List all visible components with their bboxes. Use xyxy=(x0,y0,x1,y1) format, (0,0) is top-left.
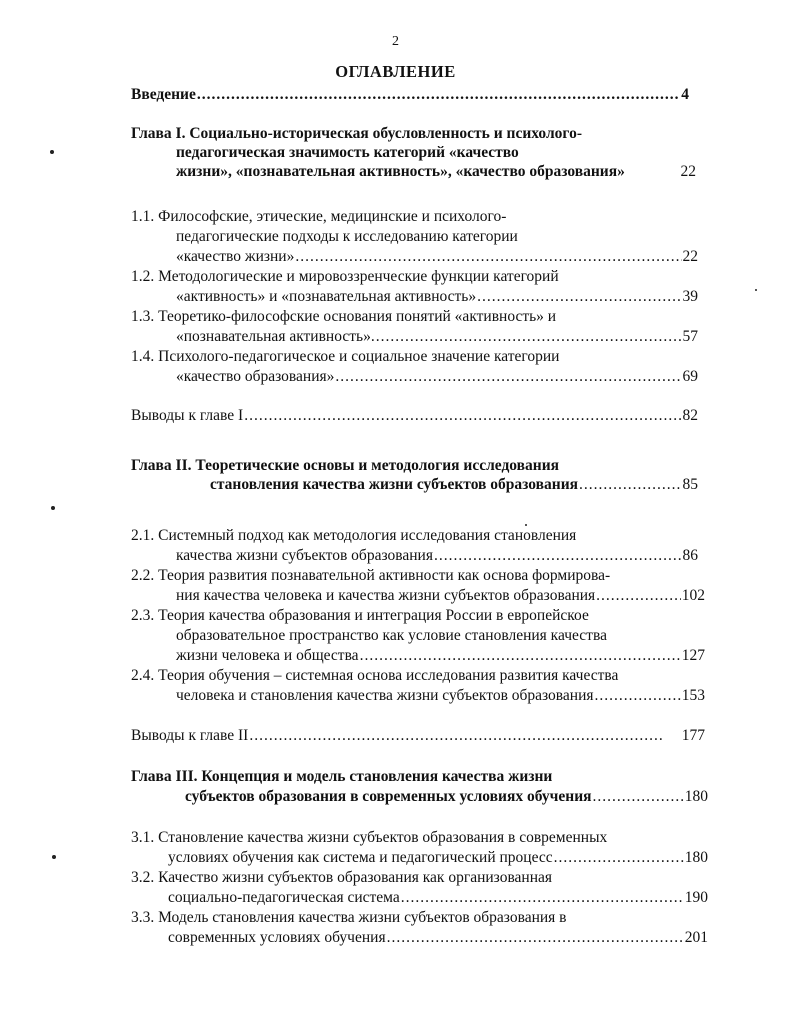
section-1-1-line-2: педагогические подходы к исследованию категории xyxy=(176,228,518,245)
section-3-3-line-2 xyxy=(168,929,708,947)
toc-entry-title: современных условиях обучения xyxy=(168,929,386,946)
conclusions-chapter-1 xyxy=(131,407,698,425)
binder-hole-mark xyxy=(52,855,56,859)
toc-page-number: 86 xyxy=(682,547,698,564)
toc-page-number: 69 xyxy=(682,368,698,385)
toc-entry-title: Выводы к главе II xyxy=(131,727,249,744)
chapter-3-line-2 xyxy=(185,788,708,806)
leader-dots xyxy=(335,368,681,386)
toc-entry-title: «качество образования» xyxy=(176,368,335,385)
section-2-3-line-3 xyxy=(176,647,705,665)
chapter-3-line-1: Глава III. Концепция и модель становления качества жизни xyxy=(131,768,553,785)
section-3-1-line-1: 3.1. Становление качества жизни субъектов образования в современных xyxy=(131,829,608,846)
section-1-1-line-1: 1.1. Философские, этические, медицинские и психолого- xyxy=(131,208,507,225)
section-1-3-line-2 xyxy=(176,328,698,346)
toc-page-number: 39 xyxy=(682,288,698,305)
toc-page-number: 22 xyxy=(680,163,696,180)
leader-dots xyxy=(434,547,682,565)
section-1-3-line-1: 1.3. Теоретико-философские основания понятий «активность» и xyxy=(131,308,557,325)
conclusions-chapter-2 xyxy=(131,727,705,745)
leader-dots xyxy=(554,849,684,867)
section-2-3-line-1: 2.3. Теория качества образования и интеграция России в европейское xyxy=(131,607,589,624)
section-1-2-line-1: 1.2. Методологические и мировоззренческие функции категорий xyxy=(131,268,559,285)
leader-dots xyxy=(249,727,663,745)
section-2-3-line-2: образовательное пространство как условие становления качества xyxy=(176,627,607,644)
leader-dots xyxy=(360,647,681,665)
toc-entry-title: социально-педагогическая система xyxy=(168,889,400,906)
chapter-1-line-3 xyxy=(176,163,696,181)
leader-dots xyxy=(477,288,681,306)
section-1-4-line-2 xyxy=(176,368,698,386)
toc-entry-title: качества жизни субъектов образования xyxy=(176,547,433,564)
leader-dots xyxy=(376,328,682,346)
toc-entry-title: становления качества жизни субъектов образования xyxy=(210,476,579,493)
section-3-1-line-2 xyxy=(168,849,708,867)
leader-dots xyxy=(295,248,681,266)
section-2-2-line-2 xyxy=(176,587,705,605)
scan-speck xyxy=(755,289,757,291)
toc-page-number: 201 xyxy=(684,929,708,946)
toc-entry-title: Введение xyxy=(131,86,196,103)
section-2-4-line-2 xyxy=(176,687,705,705)
section-1-2-line-2 xyxy=(176,288,698,306)
toc-entry-title: «качество жизни» xyxy=(176,248,295,265)
leader-dots xyxy=(197,86,680,104)
leader-dots xyxy=(596,587,681,605)
section-2-2-line-1: 2.2. Теория развития познавательной активности как основа формирова- xyxy=(131,567,611,584)
toc-entry-title: «познавательная активность». xyxy=(176,328,375,345)
chapter-1-line-2: педагогическая значимость категорий «качество xyxy=(176,144,519,161)
page-number: 2 xyxy=(392,34,399,49)
toc-entry-intro xyxy=(131,86,689,104)
toc-page-number: 85 xyxy=(682,476,698,493)
toc-page-number: 22 xyxy=(682,248,698,265)
toc-entry-title: жизни человека и общества xyxy=(176,647,359,664)
section-2-1-line-1: 2.1. Системный подход как методология исследования становления xyxy=(131,527,577,544)
scan-speck xyxy=(525,524,527,526)
toc-entry-title: Выводы к главе I xyxy=(131,407,244,424)
toc-entry-title: жизни», «познавательная активность», «качество образования» xyxy=(176,163,625,180)
toc-page-number: 57 xyxy=(682,328,698,345)
toc-page-number: 177 xyxy=(681,727,705,744)
toc-page-number: 4 xyxy=(681,86,689,103)
toc-entry-title: человека и становления качества жизни субъектов образования xyxy=(176,687,594,704)
toc-page-number: 180 xyxy=(684,788,708,805)
toc-page-number: 180 xyxy=(684,849,708,866)
chapter-1-line-1: Глава I. Социально-историческая обусловленность и психолого- xyxy=(131,125,582,142)
toc-entry-title: ния качества человека и качества жизни субъектов образования xyxy=(176,587,596,604)
binder-hole-mark xyxy=(50,150,54,154)
chapter-2-line-1: Глава II. Теоретические основы и методология исследования xyxy=(131,457,560,474)
toc-entry-title: «активность» и «познавательная активность» xyxy=(176,288,477,305)
section-1-1-line-3 xyxy=(176,248,698,266)
toc-entry-title: условиях обучения как система и педагогический процесс xyxy=(168,849,553,866)
leader-dots xyxy=(595,687,681,705)
leader-dots xyxy=(593,788,684,806)
section-2-4-line-1: 2.4. Теория обучения – системная основа исследования развития качества xyxy=(131,667,619,684)
toc-page-number: 153 xyxy=(681,687,705,704)
section-3-2-line-2 xyxy=(168,889,708,907)
chapter-2-line-2 xyxy=(210,476,698,494)
toc-page-number: 127 xyxy=(681,647,705,664)
toc-page-number: 82 xyxy=(682,407,698,424)
leader-dots xyxy=(579,476,681,494)
leader-dots xyxy=(401,889,684,907)
section-3-3-line-1: 3.3. Модель становления качества жизни субъектов образования в xyxy=(131,909,567,926)
section-1-4-line-1: 1.4. Психолого-педагогическое и социальное значение категории xyxy=(131,348,560,365)
binder-hole-mark xyxy=(51,506,55,510)
leader-dots xyxy=(244,407,681,425)
toc-page-number: 102 xyxy=(681,587,705,604)
toc-entry-title: субъектов образования в современных условиях обучения xyxy=(185,788,592,805)
page-title: ОГЛАВЛЕНИЕ xyxy=(335,62,456,81)
section-3-2-line-1: 3.2. Качество жизни субъектов образования как организованная xyxy=(131,869,553,886)
toc-page-number: 190 xyxy=(684,889,708,906)
section-2-1-line-2 xyxy=(176,547,698,565)
leader-dots xyxy=(387,929,684,947)
